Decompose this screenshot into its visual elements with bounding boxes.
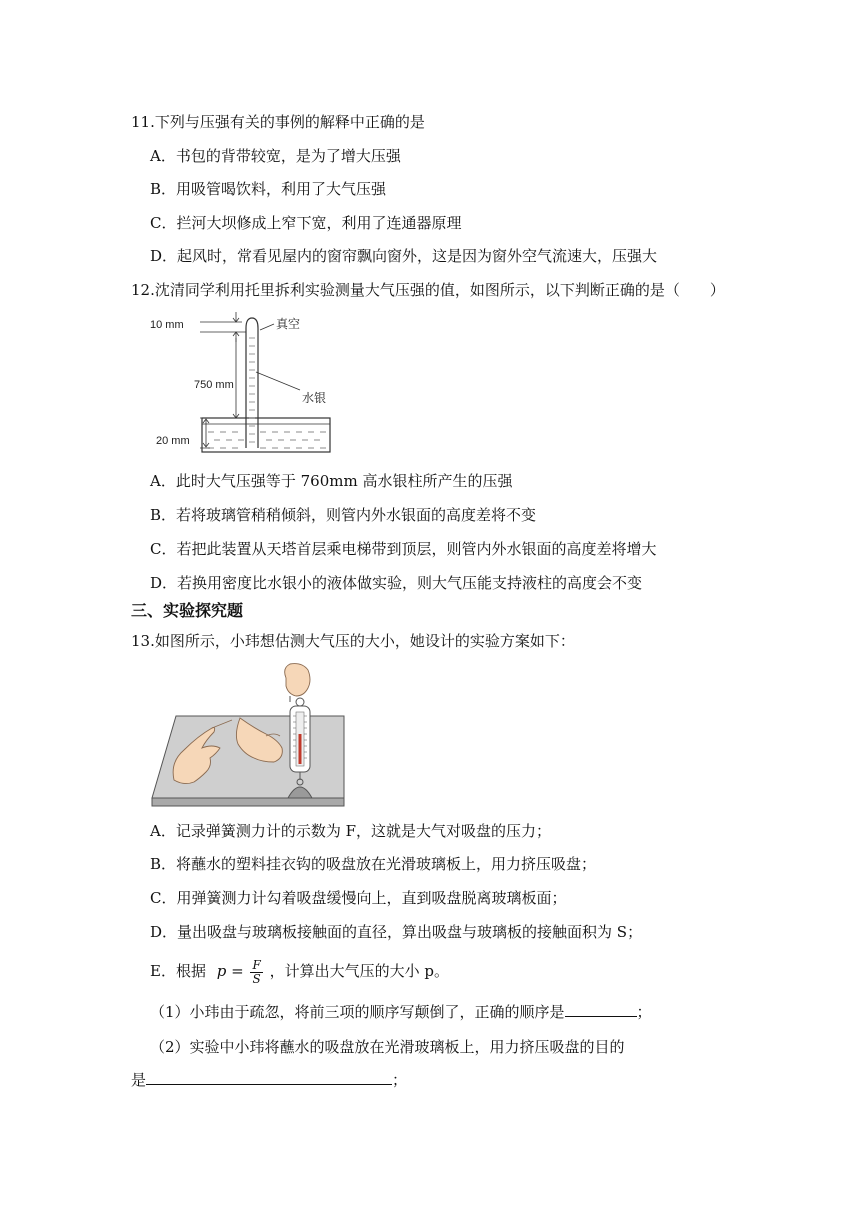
q13-option-c: C．用弹簧测力计勾着吸盘缓慢向上，直到吸盘脱离玻璃板面； (150, 889, 567, 907)
q13-subquestion-2: （2）实验中小玮将蘸水的吸盘放在光滑玻璃板上，用力挤压吸盘的目的 (150, 1038, 625, 1056)
q13-subquestion-1 (150, 1000, 652, 1023)
question-11-stem: 11.下列与压强有关的事例的解释中正确的是 (131, 113, 425, 131)
q12-option-a: A．此时大气压强等于 760mm 高水银柱所产生的压强 (150, 472, 513, 490)
option-e-suffix: ，计算出大气压的大小 p。 (269, 962, 449, 980)
section-title: 三、实验探究题 (131, 601, 244, 620)
q13-option-a: A．记录弹簧测力计的示数为 F，这就是大气对吸盘的压力； (150, 822, 552, 840)
label-750mm: 750 mm (194, 379, 234, 391)
q11-option-d: D．起风时，常看见屋内的窗帘飘向窗外，这是因为窗外空气流速大，压强大 (150, 247, 658, 265)
q13-option-e (150, 956, 449, 986)
question-13-stem: 13.如图所示，小玮想估测大气压的大小，她设计的实验方案如下： (131, 632, 575, 650)
q11-option-b: B．用吸管喝饮料，利用了大气压强 (150, 180, 387, 198)
answer-blank-2[interactable] (146, 1068, 392, 1085)
torricelli-figure (150, 308, 350, 456)
label-10mm: 10 mm (150, 319, 184, 331)
q11-option-a: A．书包的背带较宽，是为了增大压强 (150, 147, 401, 165)
label-20mm: 20 mm (156, 435, 190, 447)
formula-lhs: p = (216, 962, 244, 980)
label-vacuum: 真空 (276, 317, 301, 331)
sub2-end: ； (392, 1071, 408, 1089)
sub2-line2-text: 是 (131, 1071, 147, 1089)
question-12-stem: 12.沈清同学利用托里拆利实验测量大气压强的值，如图所示，以下判断正确的是（ ） (131, 281, 725, 299)
q11-option-c: C．拦河大坝修成上窄下宽，利用了连通器原理 (150, 214, 462, 232)
q12-option-d: D．若换用密度比水银小的液体做实验，则大气压能支持液柱的高度会不变 (150, 574, 643, 592)
label-mercury: 水银 (302, 391, 327, 405)
sub1-end: ； (636, 1003, 652, 1021)
q13-option-d: D．量出吸盘与玻璃板接触面的直径，算出吸盘与玻璃板的接触面积为 S； (150, 923, 643, 941)
sub1-text: （1）小玮由于疏忽，将前三项的顺序写颠倒了，正确的顺序是 (150, 1003, 565, 1021)
q13-option-b: B．将蘸水的塑料挂衣钩的吸盘放在光滑玻璃板上，用力挤压吸盘； (150, 855, 597, 873)
option-e-prefix: E．根据 (150, 962, 206, 980)
q13-subquestion-2-line2 (131, 1068, 407, 1091)
suction-cup-figure (150, 662, 346, 810)
formula-fraction (250, 959, 262, 986)
q12-option-b: B．若将玻璃管稍稍倾斜，则管内外水银面的高度差将不变 (150, 506, 537, 524)
q12-option-c: C．若把此装置从天塔首层乘电梯带到顶层，则管内外水银面的高度差将增大 (150, 540, 657, 558)
fraction-numerator: F (252, 957, 261, 972)
answer-blank-1[interactable] (565, 1000, 637, 1017)
fraction-denominator: S (252, 971, 261, 986)
